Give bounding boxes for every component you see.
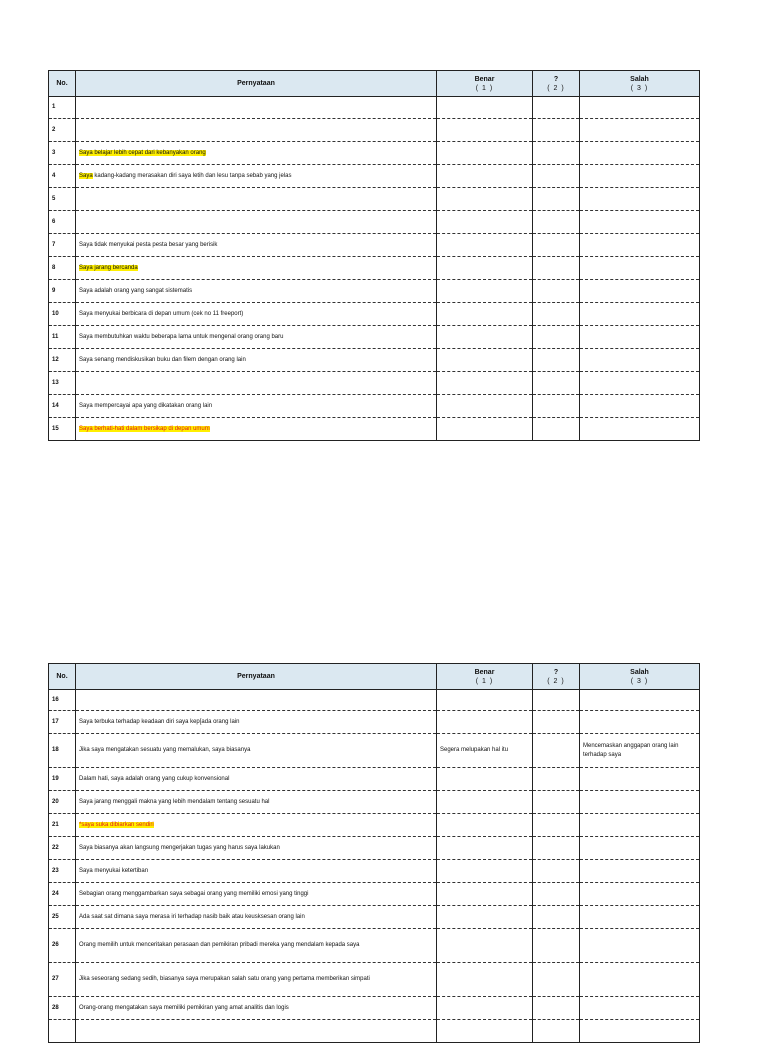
answer-false-cell[interactable] <box>580 997 700 1020</box>
answer-true-cell[interactable] <box>437 257 533 280</box>
table-row <box>49 418 700 441</box>
statement-cell[interactable]: Sebagian orang menggambarkan saya sebagai orang yang memiliki emosi yang tinggi <box>76 883 437 906</box>
answer-true-cell[interactable] <box>437 906 533 929</box>
table-row <box>49 349 700 372</box>
answer-unsure-cell[interactable] <box>533 280 580 303</box>
answer-unsure-cell[interactable] <box>533 768 580 791</box>
answer-false-cell[interactable] <box>580 883 700 906</box>
answer-unsure-cell[interactable] <box>533 188 580 211</box>
answer-true-cell[interactable] <box>437 303 533 326</box>
answer-unsure-cell[interactable] <box>533 142 580 165</box>
statement-cell[interactable]: Saya biasanya akan langsung mengerjakan tugas yang harus saya lakukan <box>76 837 437 860</box>
row-number: 12 <box>49 349 76 372</box>
table-row <box>49 234 700 257</box>
answer-false-cell[interactable] <box>580 814 700 837</box>
header-row <box>49 664 700 690</box>
header-true-label: Benar <box>474 668 495 676</box>
row-number: 5 <box>49 188 76 211</box>
answer-false-cell[interactable] <box>580 418 700 441</box>
table-row <box>49 906 700 929</box>
answer-false-cell[interactable] <box>580 165 700 188</box>
answer-true-cell[interactable] <box>437 997 533 1020</box>
answer-true-cell[interactable] <box>437 1020 533 1043</box>
header-unsure <box>533 664 580 690</box>
answer-false-cell[interactable] <box>580 119 700 142</box>
statement-cell[interactable] <box>76 211 437 234</box>
answer-true-cell[interactable] <box>437 326 533 349</box>
answer-true-cell[interactable] <box>437 791 533 814</box>
answer-true-cell[interactable] <box>437 418 533 441</box>
answer-unsure-cell[interactable] <box>533 211 580 234</box>
table-row <box>49 791 700 814</box>
highlighted-text: Saya berhati-hati dalam bersikap di depan umum <box>79 425 210 432</box>
row-number: 9 <box>49 280 76 303</box>
answer-false-cell[interactable] <box>580 1020 700 1043</box>
table-row <box>49 97 700 119</box>
answer-true-cell[interactable] <box>437 929 533 963</box>
table-row <box>49 711 700 734</box>
answer-false-cell[interactable] <box>580 188 700 211</box>
table-row <box>49 768 700 791</box>
answer-false-cell[interactable] <box>580 768 700 791</box>
row-number: 27 <box>49 963 76 997</box>
answer-true-cell[interactable] <box>437 860 533 883</box>
statement-cell[interactable]: Orang memilih untuk menceritakan perasaan dan pemikiran pribadi mereka yang mendalam kepada saya <box>76 929 437 963</box>
header-statement: Pernyataan <box>76 71 437 97</box>
header-statement: Pernyataan <box>76 664 437 690</box>
answer-false-cell[interactable] <box>580 280 700 303</box>
answer-unsure-cell[interactable] <box>533 997 580 1020</box>
table-row <box>49 257 700 280</box>
table-row <box>49 303 700 326</box>
answer-unsure-cell[interactable] <box>533 929 580 963</box>
answer-unsure-cell[interactable] <box>533 734 580 768</box>
statement-cell[interactable]: Saya membutuhkan waktu beberapa lama untuk mengenal orang orang baru <box>76 326 437 349</box>
header-unsure <box>533 71 580 97</box>
answer-true-cell[interactable] <box>437 165 533 188</box>
answer-false-cell[interactable] <box>580 97 700 119</box>
answer-false-cell[interactable] <box>580 142 700 165</box>
table-row <box>49 837 700 860</box>
header-no: No. <box>49 71 76 97</box>
row-number: 13 <box>49 372 76 395</box>
highlighted-text: *saya suka dibiarkan sendiri <box>79 821 154 828</box>
answer-false-cell[interactable] <box>580 837 700 860</box>
table-row <box>49 690 700 711</box>
row-number: 2 <box>49 119 76 142</box>
answer-unsure-cell[interactable] <box>533 234 580 257</box>
answer-false-cell[interactable]: Mencemaskan anggapan orang lain terhadap saya <box>580 734 700 768</box>
row-number: 4 <box>49 165 76 188</box>
answer-false-cell[interactable] <box>580 711 700 734</box>
header-true-code: ( 1 ) <box>475 677 494 685</box>
statement-cell[interactable]: Saya mempercayai apa yang dikatakan orang lain <box>76 395 437 418</box>
row-number: 25 <box>49 906 76 929</box>
table-row <box>49 883 700 906</box>
header-true-code: ( 1 ) <box>475 84 494 92</box>
answer-false-cell[interactable] <box>580 395 700 418</box>
answer-true-cell[interactable] <box>437 97 533 119</box>
row-number: 1 <box>49 97 76 119</box>
statement-cell[interactable] <box>76 1020 437 1043</box>
statement-cell[interactable] <box>76 119 437 142</box>
header-unsure-code: ( 2 ) <box>547 677 565 685</box>
row-number <box>49 1020 76 1043</box>
statement-cell[interactable] <box>76 418 437 441</box>
row-number: 23 <box>49 860 76 883</box>
row-number: 3 <box>49 142 76 165</box>
header-unsure-label: ? <box>553 668 559 676</box>
table-row <box>49 142 700 165</box>
answer-false-cell[interactable] <box>580 349 700 372</box>
row-number: 24 <box>49 883 76 906</box>
statement-cell[interactable] <box>76 257 437 280</box>
header-false-code: ( 3 ) <box>630 677 649 685</box>
table-row <box>49 119 700 142</box>
row-number: 20 <box>49 791 76 814</box>
row-number: 17 <box>49 711 76 734</box>
header-false <box>580 664 700 690</box>
statement-text: kadang-kadang merasakan diri saya letih dan lesu tanpa sebab yang jelas <box>92 172 292 179</box>
statement-cell[interactable]: Ada saat sat dimana saya merasa iri terhadap nasib baik atau keusksesan orang lain <box>76 906 437 929</box>
answer-false-cell[interactable] <box>580 211 700 234</box>
statement-cell[interactable]: Saya adalah orang yang sangat sistematis <box>76 280 437 303</box>
table-row <box>49 395 700 418</box>
answer-unsure-cell[interactable] <box>533 372 580 395</box>
header-row <box>49 71 700 97</box>
answer-unsure-cell[interactable] <box>533 860 580 883</box>
answer-unsure-cell[interactable] <box>533 711 580 734</box>
answer-false-cell[interactable] <box>580 257 700 280</box>
answer-unsure-cell[interactable] <box>533 119 580 142</box>
header-unsure-code: ( 2 ) <box>547 84 565 92</box>
row-number: 19 <box>49 768 76 791</box>
table-row <box>49 372 700 395</box>
row-number: 10 <box>49 303 76 326</box>
answer-true-cell[interactable] <box>437 234 533 257</box>
answer-true-cell[interactable] <box>437 768 533 791</box>
table-row <box>49 997 700 1020</box>
header-true-label: Benar <box>474 75 495 83</box>
highlighted-text: Saya <box>79 172 93 179</box>
answer-unsure-cell[interactable] <box>533 165 580 188</box>
answer-true-cell[interactable] <box>437 814 533 837</box>
answer-false-cell[interactable] <box>580 791 700 814</box>
answer-unsure-cell[interactable] <box>533 326 580 349</box>
statement-cell[interactable] <box>76 372 437 395</box>
table-row <box>49 814 700 837</box>
answer-true-cell[interactable] <box>437 188 533 211</box>
answer-true-cell[interactable] <box>437 372 533 395</box>
answer-true-cell[interactable] <box>437 349 533 372</box>
statement-cell[interactable]: Saya tidak menyukai pesta pesta besar yang berisik <box>76 234 437 257</box>
header-false-code: ( 3 ) <box>630 84 649 92</box>
answer-unsure-cell[interactable] <box>533 883 580 906</box>
statement-cell[interactable] <box>76 97 437 119</box>
row-number: 8 <box>49 257 76 280</box>
row-number: 18 <box>49 734 76 768</box>
statement-cell[interactable] <box>76 165 437 188</box>
row-number: 14 <box>49 395 76 418</box>
statement-cell[interactable]: Saya terbuka terhadap keadaan diri saya kep[ada orang lain <box>76 711 437 734</box>
answer-unsure-cell[interactable] <box>533 1020 580 1043</box>
answer-unsure-cell[interactable] <box>533 97 580 119</box>
table-row <box>49 280 700 303</box>
table-row <box>49 1020 700 1043</box>
table-row <box>49 188 700 211</box>
header-true <box>437 664 533 690</box>
answer-false-cell[interactable] <box>580 690 700 711</box>
answer-true-cell[interactable] <box>437 963 533 997</box>
header-false-label: Salah <box>630 75 649 83</box>
answer-unsure-cell[interactable] <box>533 418 580 441</box>
answer-false-cell[interactable] <box>580 906 700 929</box>
answer-true-cell[interactable] <box>437 211 533 234</box>
answer-true-cell[interactable] <box>437 690 533 711</box>
highlighted-text: Saya belajar lebih cepat dari kebanyakan orang <box>79 149 206 156</box>
row-number: 11 <box>49 326 76 349</box>
row-number: 16 <box>49 690 76 711</box>
answer-true-cell[interactable] <box>437 395 533 418</box>
questionnaire-table-1 <box>48 70 700 441</box>
statement-cell[interactable]: Orang-orang mengatakan saya memiliki pemikiran yang amat analitis dan logis <box>76 997 437 1020</box>
highlighted-text: Saya jarang bercanda <box>79 264 138 271</box>
table-row <box>49 734 700 768</box>
row-number: 21 <box>49 814 76 837</box>
answer-unsure-cell[interactable] <box>533 906 580 929</box>
table-row <box>49 326 700 349</box>
answer-false-cell[interactable] <box>580 860 700 883</box>
answer-unsure-cell[interactable] <box>533 963 580 997</box>
row-number: 26 <box>49 929 76 963</box>
answer-unsure-cell[interactable] <box>533 395 580 418</box>
answer-unsure-cell[interactable] <box>533 690 580 711</box>
header-false <box>580 71 700 97</box>
statement-cell[interactable] <box>76 142 437 165</box>
answer-true-cell[interactable] <box>437 837 533 860</box>
table-row <box>49 963 700 997</box>
answer-true-cell[interactable] <box>437 280 533 303</box>
row-number: 7 <box>49 234 76 257</box>
answer-unsure-cell[interactable] <box>533 791 580 814</box>
table-row <box>49 860 700 883</box>
statement-cell[interactable]: Saya senang mendiskusikan buku dan filem dengan orang lain <box>76 349 437 372</box>
statement-cell[interactable] <box>76 690 437 711</box>
answer-true-cell[interactable] <box>437 711 533 734</box>
statement-cell[interactable]: Jika seseorang sedang sedih, biasanya saya merupakan salah satu orang yang pertama memberikan simpati <box>76 963 437 997</box>
answer-false-cell[interactable] <box>580 234 700 257</box>
answer-false-cell[interactable] <box>580 326 700 349</box>
header-true <box>437 71 533 97</box>
statement-cell[interactable]: Jika saya mengatakan sesuatu yang memalukan, saya biasanya <box>76 734 437 768</box>
answer-true-cell[interactable] <box>437 119 533 142</box>
header-unsure-label: ? <box>553 75 559 83</box>
statement-cell[interactable]: Saya menyukai ketertiban <box>76 860 437 883</box>
table-row <box>49 929 700 963</box>
answer-false-cell[interactable] <box>580 929 700 963</box>
statement-cell[interactable]: Saya jarang menggali makna yang lebih mendalam tentang sesuatu hal <box>76 791 437 814</box>
row-number: 28 <box>49 997 76 1020</box>
answer-unsure-cell[interactable] <box>533 349 580 372</box>
row-number: 6 <box>49 211 76 234</box>
answer-true-cell[interactable]: Segera melupakan hal itu <box>437 734 533 768</box>
answer-false-cell[interactable] <box>580 372 700 395</box>
statement-cell[interactable]: Saya menyukai berbicara di depan umum (cek no 11 freeport) <box>76 303 437 326</box>
table-row <box>49 211 700 234</box>
row-number: 15 <box>49 418 76 441</box>
answer-true-cell[interactable] <box>437 142 533 165</box>
header-false-label: Salah <box>630 668 649 676</box>
table-row <box>49 165 700 188</box>
answer-unsure-cell[interactable] <box>533 837 580 860</box>
answer-unsure-cell[interactable] <box>533 257 580 280</box>
questionnaire-table-2 <box>48 663 700 1043</box>
answer-true-cell[interactable] <box>437 883 533 906</box>
answer-false-cell[interactable] <box>580 303 700 326</box>
header-no: No. <box>49 664 76 690</box>
answer-unsure-cell[interactable] <box>533 303 580 326</box>
answer-false-cell[interactable] <box>580 963 700 997</box>
statement-cell[interactable] <box>76 814 437 837</box>
statement-cell[interactable]: Dalam hati, saya adalah orang yang cukup konvensional <box>76 768 437 791</box>
statement-cell[interactable] <box>76 188 437 211</box>
answer-unsure-cell[interactable] <box>533 814 580 837</box>
row-number: 22 <box>49 837 76 860</box>
